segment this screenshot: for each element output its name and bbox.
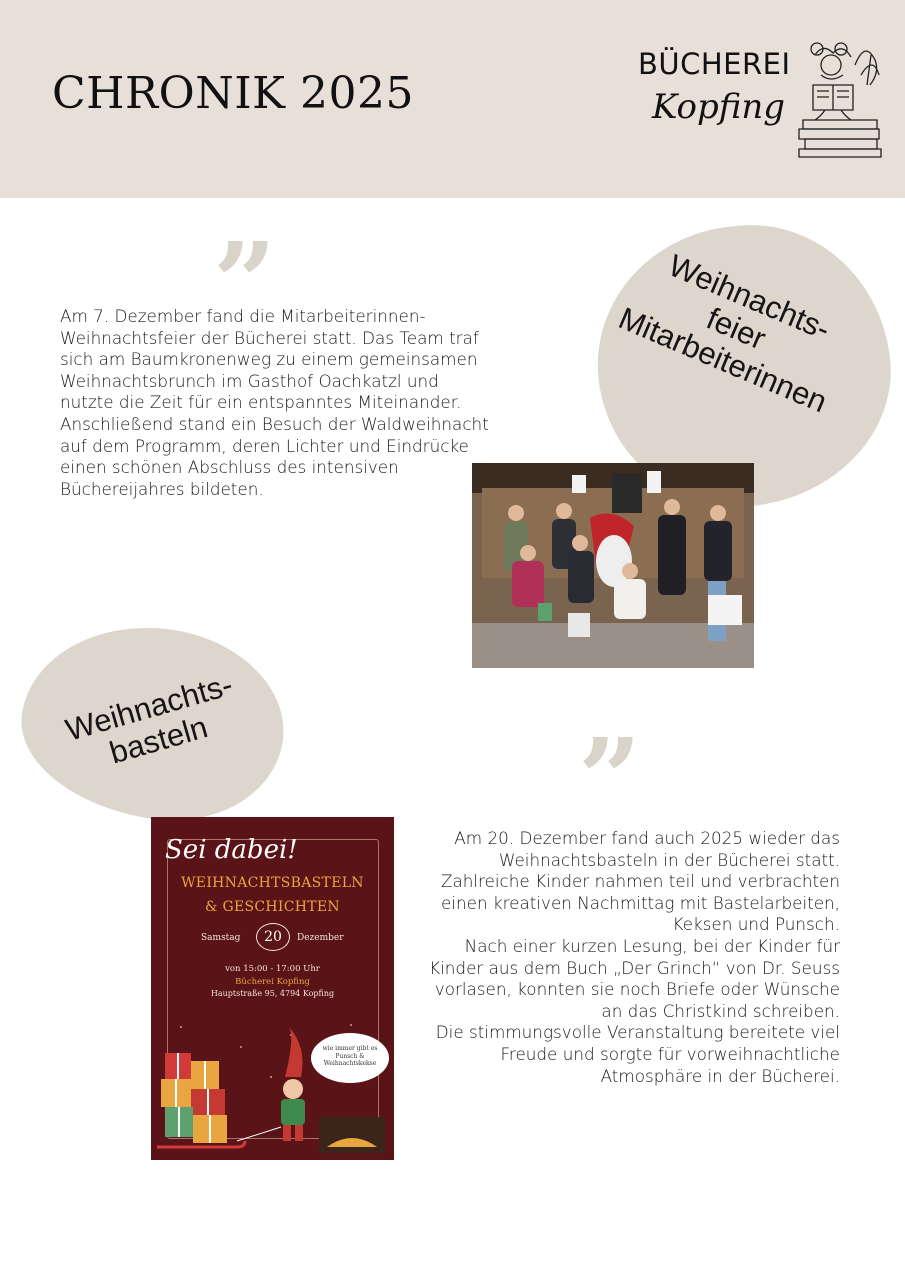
logo-script-text: Kopfing xyxy=(652,87,786,127)
paragraph-line: einen kreativen Nachmittag mit Bastelarbeiten, xyxy=(441,892,840,913)
paragraph-line: vorlasen, konnten sie noch Briefe oder Wünsche xyxy=(434,979,840,1000)
header-band xyxy=(0,0,905,198)
poster-title-line1: WEIHNACHTSBASTELN xyxy=(181,875,364,891)
section-title-weihnachtsfeier: Weihnachts- feier Mitarbeiterinnen xyxy=(613,247,836,420)
poster-weekday: Samstag xyxy=(201,933,241,943)
poster-gifts-elf-illustration xyxy=(151,1017,394,1160)
paragraph-line: Die stimmungsvolle Veranstaltung bereitete viel xyxy=(435,1022,840,1043)
section-title-weihnachtsbasteln: Weihnachts- basteln xyxy=(61,666,237,771)
library-logo xyxy=(630,30,890,160)
paragraph-line: an das Christkind schreiben. xyxy=(601,1000,840,1021)
paragraph-line: Weihnachtsbasteln in der Bücherei statt. xyxy=(498,849,840,870)
page-title: CHRONIK 2025 xyxy=(52,68,414,119)
paragraph-line: Nach einer kurzen Lesung, bei der Kinder für xyxy=(464,935,840,956)
paragraph-line: Freude und sorgte für vorweihnachtliche xyxy=(500,1043,840,1064)
paragraph-line: Am 20. Dezember fand auch 2025 wieder das xyxy=(454,828,840,848)
quote-icon: ” xyxy=(213,218,277,347)
poster-time: von 15:00 - 17:00 Uhr xyxy=(225,964,320,974)
event-poster xyxy=(151,817,394,1160)
poster-address: Hauptstraße 95, 4794 Kopfing xyxy=(210,989,335,998)
poster-bubble-text: wie immer gibt es Punsch & Weihnachtskekse xyxy=(322,1045,378,1067)
paragraph-line: Zahlreiche Kinder nahmen teil und verbrachten xyxy=(440,871,840,892)
poster-organizer: Bücherei Kopfing xyxy=(235,977,310,987)
group-photo-illustration xyxy=(472,463,754,668)
weihnachtsbasteln-paragraph xyxy=(400,828,840,1087)
poster-headline: Sei dabei! xyxy=(165,835,298,865)
weihnachtsfeier-paragraph: Am 7. Dezember fand die Mitarbeiterinnen-Weihnachtsfeier der Bücherei statt. Das Team traf sich am Baumkronenweg zu einem gemeinsamen Weihnachtsbrunch im Gasthof Oachkatzl und nutzte die Zeit für ein entspanntes Miteinander. Anschließend stand ein Besuch der Waldweihnacht auf dem Programm, deren Lichter und Eindrücke einen schönen Abschluss des intensiven Büchereijahres bildeten. xyxy=(60,306,489,499)
team-group-photo xyxy=(472,463,754,668)
quote-icon: ” xyxy=(578,714,642,843)
poster-day: 20 xyxy=(256,923,290,951)
paragraph-line: Kinder aus dem Buch „Der Grinch“ von Dr. Seuss xyxy=(429,957,840,978)
poster-title-line2: & GESCHICHTEN xyxy=(205,899,340,915)
reading-mouse-illustration xyxy=(795,35,885,160)
paragraph-line: Keksen und Punsch. xyxy=(672,914,840,935)
poster-month: Dezember xyxy=(297,933,344,943)
logo-wordmark: BÜCHEREI xyxy=(638,47,791,81)
paragraph-line: Atmosphäre in der Bücherei. xyxy=(600,1065,840,1086)
